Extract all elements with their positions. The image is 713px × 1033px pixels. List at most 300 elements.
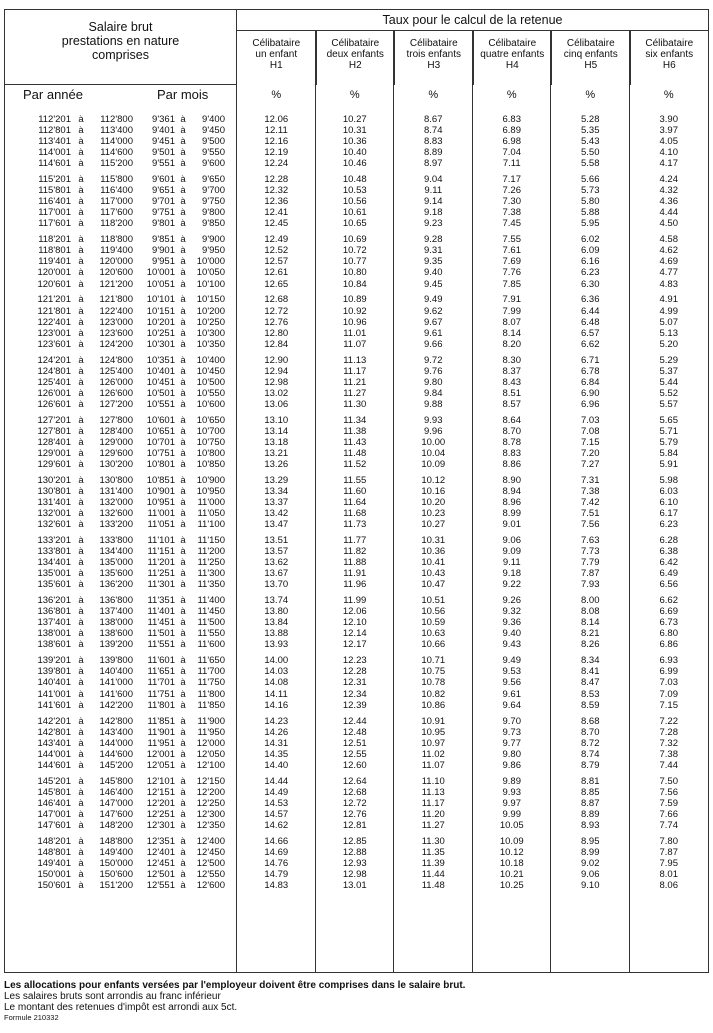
table-row xyxy=(5,448,708,459)
rate-h1: 12.76 xyxy=(264,316,289,328)
rate-h1: 12.57 xyxy=(264,256,289,268)
rate-h1: 14.76 xyxy=(264,857,289,869)
rate-h1: 13.06 xyxy=(264,398,289,410)
table-row xyxy=(5,294,708,305)
range-separator: à xyxy=(180,196,186,208)
range-separator: à xyxy=(78,557,84,569)
rate-h6: 6.17 xyxy=(659,508,678,520)
rate-h4: 10.18 xyxy=(499,857,524,869)
rate-h2: 10.61 xyxy=(342,207,367,219)
year-from: 142'201 xyxy=(37,715,71,727)
year-to: 121'200 xyxy=(99,278,133,290)
rate-h3: 9.93 xyxy=(424,414,443,426)
year-from: 132'001 xyxy=(37,508,71,520)
rate-h3: 10.20 xyxy=(421,497,446,508)
range-separator: à xyxy=(78,136,84,148)
salary-header xyxy=(5,10,236,85)
range-separator: à xyxy=(180,294,186,306)
rate-h4: 8.14 xyxy=(502,327,521,339)
column-header-line1: Célibataire xyxy=(566,38,615,49)
range-separator: à xyxy=(78,245,84,257)
column-header-line1: Célibataire xyxy=(645,38,694,49)
rate-h1: 12.90 xyxy=(264,354,289,366)
rate-h5: 8.14 xyxy=(581,617,600,629)
month-from: 12'551 xyxy=(146,880,175,891)
rate-h3: 10.51 xyxy=(421,595,446,607)
range-separator: à xyxy=(180,398,186,410)
table-row xyxy=(5,798,708,809)
rate-h2: 11.43 xyxy=(343,436,367,448)
table-row xyxy=(5,760,708,771)
month-from: 11'501 xyxy=(147,628,175,640)
rate-h6: 7.50 xyxy=(659,775,678,787)
range-separator: à xyxy=(180,759,186,771)
month-to: 10'850 xyxy=(196,458,225,470)
table-row xyxy=(5,136,708,147)
month-to: 10'450 xyxy=(196,365,225,377)
year-from: 148'801 xyxy=(37,846,71,858)
year-to: 135'000 xyxy=(99,557,133,569)
column-header-code: H4 xyxy=(505,60,519,71)
rate-h6: 3.90 xyxy=(659,114,678,125)
rate-h1: 12.84 xyxy=(264,338,289,350)
table-row xyxy=(5,355,708,366)
year-from: 124'201 xyxy=(37,354,71,366)
rate-h4: 9.73 xyxy=(502,726,521,738)
rate-h1: 12.98 xyxy=(264,376,289,388)
rate-h3: 9.49 xyxy=(424,294,443,306)
salary-header-line-3: comprises xyxy=(92,48,149,62)
year-from: 118'201 xyxy=(38,234,71,246)
rate-h4: 8.96 xyxy=(502,497,521,508)
range-separator: à xyxy=(180,508,186,520)
rate-h5: 5.43 xyxy=(581,136,600,148)
range-separator: à xyxy=(180,136,186,148)
rate-h4: 7.17 xyxy=(502,174,521,186)
rate-h4: 9.70 xyxy=(502,715,521,727)
table-row xyxy=(5,546,708,557)
table-row xyxy=(5,486,708,497)
month-to: 11'800 xyxy=(197,688,225,700)
month-to: 11'550 xyxy=(197,628,225,640)
rate-h4: 7.76 xyxy=(502,267,521,279)
rate-h1: 14.53 xyxy=(264,797,289,809)
month-to: 12'150 xyxy=(196,775,225,787)
rate-h1: 13.10 xyxy=(264,414,289,426)
per-month-label: Par mois xyxy=(157,87,209,102)
rate-h1: 13.57 xyxy=(264,546,289,558)
year-to: 147'000 xyxy=(99,797,133,809)
month-to: 9'400 xyxy=(202,114,225,125)
year-to: 126'000 xyxy=(99,376,133,388)
rate-h6: 5.07 xyxy=(659,316,678,328)
table-row xyxy=(5,689,708,700)
rate-h3: 10.95 xyxy=(421,726,446,738)
rate-h6: 7.15 xyxy=(659,699,678,711)
month-to: 11'700 xyxy=(197,666,225,678)
month-from: 10'851 xyxy=(146,474,175,486)
rate-h5: 5.66 xyxy=(581,174,600,186)
rate-h5: 5.88 xyxy=(581,207,600,219)
month-from: 9'651 xyxy=(152,185,175,197)
rate-h3: 11.39 xyxy=(421,857,445,869)
year-to: 134'400 xyxy=(99,546,133,558)
rate-h5: 7.08 xyxy=(581,425,600,437)
rate-h6: 6.23 xyxy=(659,519,678,531)
month-from: 11'851 xyxy=(147,715,175,727)
rate-h3: 10.47 xyxy=(421,579,446,591)
range-separator: à xyxy=(180,797,186,809)
table-row xyxy=(5,749,708,760)
rate-h1: 12.49 xyxy=(264,234,289,246)
rate-h5: 5.73 xyxy=(581,185,600,197)
table-row xyxy=(5,317,708,328)
month-to: 11'900 xyxy=(197,715,225,727)
range-separator: à xyxy=(180,617,186,629)
rate-h4: 9.61 xyxy=(502,688,521,700)
rate-h1: 12.28 xyxy=(264,174,289,186)
rate-h3: 10.41 xyxy=(421,557,446,569)
rate-h1: 14.62 xyxy=(264,819,289,831)
rate-h1: 13.21 xyxy=(264,447,289,459)
rate-h1: 14.31 xyxy=(264,737,289,749)
range-separator: à xyxy=(180,278,186,290)
rate-h6: 5.65 xyxy=(659,414,678,426)
rate-h6: 5.79 xyxy=(659,436,678,448)
rate-h1: 13.62 xyxy=(264,557,289,569)
column-header-line2: six enfants xyxy=(645,49,694,60)
rate-h6: 4.05 xyxy=(659,136,678,148)
rate-h3: 9.35 xyxy=(424,256,443,268)
rate-h5: 9.06 xyxy=(581,868,600,880)
rate-h2: 10.40 xyxy=(342,147,367,159)
table-row xyxy=(5,677,708,688)
rate-h6: 7.95 xyxy=(659,857,678,869)
rate-h4: 8.07 xyxy=(502,316,521,328)
year-from: 145'201 xyxy=(37,775,71,787)
month-from: 10'551 xyxy=(146,398,175,410)
rate-h5: 7.79 xyxy=(581,557,600,569)
table-row xyxy=(5,847,708,858)
range-separator: à xyxy=(78,425,84,437)
rate-h1: 14.11 xyxy=(264,688,288,700)
rate-h3: 11.17 xyxy=(421,797,445,809)
rate-h4: 9.97 xyxy=(502,797,521,809)
range-separator: à xyxy=(78,628,84,640)
range-separator: à xyxy=(78,387,84,399)
column-header-line1: Célibataire xyxy=(331,38,380,49)
month-to: 12'350 xyxy=(196,819,225,831)
rate-h2: 11.96 xyxy=(343,579,367,591)
month-to: 11'000 xyxy=(197,497,225,508)
month-to: 12'050 xyxy=(196,748,225,760)
range-separator: à xyxy=(180,579,186,591)
year-from: 130'801 xyxy=(37,485,71,497)
rate-h6: 4.77 xyxy=(659,267,678,279)
year-from: 113'401 xyxy=(38,136,71,148)
rate-h1: 14.35 xyxy=(264,748,289,760)
rate-h6: 7.09 xyxy=(659,688,678,700)
range-separator: à xyxy=(180,726,186,738)
year-to: 150'600 xyxy=(99,868,133,880)
rate-h1: 12.68 xyxy=(264,294,289,306)
rate-h3: 10.56 xyxy=(421,606,446,618)
month-from: 12'301 xyxy=(146,819,175,831)
year-to: 129'600 xyxy=(99,447,133,459)
table-row xyxy=(5,399,708,410)
range-separator: à xyxy=(78,846,84,858)
range-separator: à xyxy=(180,425,186,437)
range-separator: à xyxy=(78,519,84,531)
rate-h3: 10.59 xyxy=(421,617,446,629)
month-from: 11'101 xyxy=(147,535,175,547)
year-to: 120'000 xyxy=(99,256,133,268)
month-to: 10'900 xyxy=(196,474,225,486)
rate-h1: 12.36 xyxy=(264,196,289,208)
range-separator: à xyxy=(78,748,84,760)
month-to: 12'600 xyxy=(196,880,225,891)
year-to: 138'600 xyxy=(99,628,133,640)
range-separator: à xyxy=(78,868,84,880)
table-row xyxy=(5,776,708,787)
rate-h5: 9.10 xyxy=(581,880,600,891)
rate-h1: 12.80 xyxy=(264,327,289,339)
year-to: 130'800 xyxy=(99,474,133,486)
month-to: 11'100 xyxy=(197,519,225,531)
rate-h6: 4.50 xyxy=(659,218,678,230)
rate-h1: 13.29 xyxy=(264,474,289,486)
rate-h2: 10.31 xyxy=(342,125,367,137)
rate-h1: 14.69 xyxy=(264,846,289,858)
rate-h6: 7.74 xyxy=(659,819,678,831)
rate-h2: 11.73 xyxy=(343,519,367,531)
column-header-h4 xyxy=(473,31,552,85)
month-to: 12'000 xyxy=(196,737,225,749)
range-separator: à xyxy=(180,414,186,426)
rate-h2: 12.85 xyxy=(342,835,367,847)
rate-h5: 7.42 xyxy=(581,497,600,508)
rate-h5: 6.36 xyxy=(581,294,600,306)
column-header-code: H5 xyxy=(584,60,598,71)
range-separator: à xyxy=(78,278,84,290)
year-from: 115'201 xyxy=(38,174,71,186)
year-to: 128'400 xyxy=(99,425,133,437)
unit-percent: % xyxy=(506,89,517,101)
year-from: 116'401 xyxy=(38,196,71,208)
year-to: 131'400 xyxy=(99,485,133,497)
year-from: 114'001 xyxy=(38,147,71,159)
range-separator: à xyxy=(180,808,186,820)
year-to: 127'200 xyxy=(99,398,133,410)
column-header-h1 xyxy=(237,31,316,85)
table-row xyxy=(5,700,708,711)
rate-h5: 8.79 xyxy=(581,759,600,771)
year-to: 132'000 xyxy=(99,497,133,508)
month-to: 11'400 xyxy=(197,595,225,607)
year-to: 146'400 xyxy=(99,786,133,798)
rate-h3: 10.43 xyxy=(421,568,446,580)
rate-h6: 6.86 xyxy=(659,639,678,651)
rate-h5: 6.02 xyxy=(581,234,600,246)
rate-h4: 8.64 xyxy=(502,414,521,426)
rate-h4: 8.94 xyxy=(502,485,521,497)
range-separator: à xyxy=(78,305,84,317)
rate-h6: 5.52 xyxy=(659,387,678,399)
range-separator: à xyxy=(180,158,186,170)
month-from: 9'551 xyxy=(152,158,175,170)
rate-h5: 7.93 xyxy=(581,579,600,591)
rate-h2: 12.60 xyxy=(342,759,367,771)
rate-h3: 10.27 xyxy=(421,519,446,531)
table-row xyxy=(5,579,708,590)
year-from: 122'401 xyxy=(37,316,71,328)
month-from: 11'901 xyxy=(147,726,175,738)
year-to: 126'600 xyxy=(99,387,133,399)
rate-h6: 7.80 xyxy=(659,835,678,847)
year-to: 117'600 xyxy=(100,207,133,219)
table-row xyxy=(5,666,708,677)
column-header-line2: un enfant xyxy=(255,49,298,60)
table-row xyxy=(5,475,708,486)
column-header-line2: deux enfants xyxy=(326,49,384,60)
month-to: 11'150 xyxy=(197,535,225,547)
footer-note-rounding-salary: Les salaires bruts sont arrondis au franc inférieur xyxy=(4,991,221,1002)
rate-h5: 6.62 xyxy=(581,338,600,350)
year-from: 136'201 xyxy=(37,595,71,607)
range-separator: à xyxy=(78,568,84,580)
column-header-line1: Célibataire xyxy=(488,38,537,49)
rate-h4: 6.89 xyxy=(502,125,521,137)
rate-h4: 8.78 xyxy=(502,436,521,448)
range-separator: à xyxy=(78,880,84,891)
rate-h3: 11.02 xyxy=(421,748,445,760)
month-from: 11'351 xyxy=(147,595,175,607)
rate-h3: 11.44 xyxy=(421,868,445,880)
year-to: 123'600 xyxy=(99,327,133,339)
rate-h6: 4.62 xyxy=(659,245,678,257)
year-from: 112'801 xyxy=(38,125,71,137)
month-from: 10'051 xyxy=(146,278,175,290)
rate-h2: 12.72 xyxy=(342,797,367,809)
rate-h2: 11.07 xyxy=(343,338,367,350)
column-header-code: H3 xyxy=(427,60,441,71)
table-row xyxy=(5,125,708,136)
range-separator: à xyxy=(78,508,84,520)
rate-h2: 12.88 xyxy=(342,846,367,858)
year-to: 120'600 xyxy=(99,267,133,279)
range-separator: à xyxy=(78,579,84,591)
year-from: 121'801 xyxy=(37,305,71,317)
range-separator: à xyxy=(78,338,84,350)
rate-h1: 14.08 xyxy=(264,677,289,689)
month-from: 9'601 xyxy=(152,174,175,186)
range-separator: à xyxy=(78,497,84,508)
rate-h2: 12.48 xyxy=(342,726,367,738)
rate-h2: 10.89 xyxy=(342,294,367,306)
year-to: 142'200 xyxy=(99,699,133,711)
table-row xyxy=(5,836,708,847)
rate-h5: 8.89 xyxy=(581,808,600,820)
rate-h3: 11.30 xyxy=(421,835,445,847)
salary-header-line-1: Salaire brut xyxy=(88,20,153,34)
rate-h4: 7.61 xyxy=(502,245,521,257)
rate-h2: 10.72 xyxy=(342,245,367,257)
rate-h5: 7.27 xyxy=(581,458,600,470)
rate-h5: 8.74 xyxy=(581,748,600,760)
year-to: 119'400 xyxy=(100,245,133,257)
rate-h3: 10.23 xyxy=(421,508,446,520)
rate-h3: 10.16 xyxy=(421,485,446,497)
year-to: 136'800 xyxy=(99,595,133,607)
rate-h1: 12.45 xyxy=(264,218,289,230)
month-from: 12'001 xyxy=(146,748,175,760)
rate-h6: 4.36 xyxy=(659,196,678,208)
rate-h2: 10.92 xyxy=(342,305,367,317)
rate-h4: 9.06 xyxy=(502,535,521,547)
rates-header xyxy=(237,10,708,85)
rate-h4: 9.32 xyxy=(502,606,521,618)
range-separator: à xyxy=(180,436,186,448)
year-to: 114'600 xyxy=(100,147,133,159)
column-header-h6 xyxy=(630,31,709,85)
month-to: 12'300 xyxy=(196,808,225,820)
month-to: 11'650 xyxy=(197,655,225,667)
year-to: 148'800 xyxy=(99,835,133,847)
rate-h3: 9.11 xyxy=(424,185,443,197)
rate-h3: 10.04 xyxy=(421,447,446,459)
range-separator: à xyxy=(78,655,84,667)
rate-h4: 9.18 xyxy=(502,568,521,580)
rate-h3: 9.28 xyxy=(424,234,443,246)
month-from: 9'401 xyxy=(152,125,175,137)
rate-h4: 8.43 xyxy=(502,376,521,388)
rate-h5: 6.71 xyxy=(581,354,600,366)
month-to: 10'700 xyxy=(196,425,225,437)
rate-h1: 14.66 xyxy=(264,835,289,847)
rate-h1: 13.88 xyxy=(264,628,289,640)
rate-h3: 10.09 xyxy=(421,458,446,470)
rate-h2: 11.17 xyxy=(343,365,367,377)
year-to: 147'600 xyxy=(99,808,133,820)
rate-h4: 8.99 xyxy=(502,508,521,520)
year-to: 151'200 xyxy=(99,880,133,891)
rate-h6: 6.80 xyxy=(659,628,678,640)
rate-h5: 6.23 xyxy=(581,267,600,279)
rate-h4: 7.55 xyxy=(502,234,521,246)
column-header-line2: cinq enfants xyxy=(563,49,618,60)
year-from: 133'801 xyxy=(37,546,71,558)
month-to: 11'850 xyxy=(197,699,225,711)
rate-h6: 6.38 xyxy=(659,546,678,558)
range-separator: à xyxy=(180,305,186,317)
rate-h3: 10.82 xyxy=(421,688,446,700)
month-from: 10'801 xyxy=(146,458,175,470)
month-from: 11'401 xyxy=(147,606,175,618)
rate-h3: 9.62 xyxy=(424,305,443,317)
rate-h4: 9.01 xyxy=(502,519,521,531)
rate-h5: 6.44 xyxy=(581,305,600,317)
year-from: 150'601 xyxy=(37,880,71,891)
rate-h3: 11.07 xyxy=(421,759,445,771)
rate-h6: 7.56 xyxy=(659,786,678,798)
rate-h1: 13.84 xyxy=(264,617,289,629)
table-row xyxy=(5,519,708,530)
range-separator: à xyxy=(180,365,186,377)
rate-h2: 12.76 xyxy=(342,808,367,820)
rate-h4: 9.53 xyxy=(502,666,521,678)
year-to: 143'400 xyxy=(99,726,133,738)
year-to: 118'800 xyxy=(100,234,133,246)
